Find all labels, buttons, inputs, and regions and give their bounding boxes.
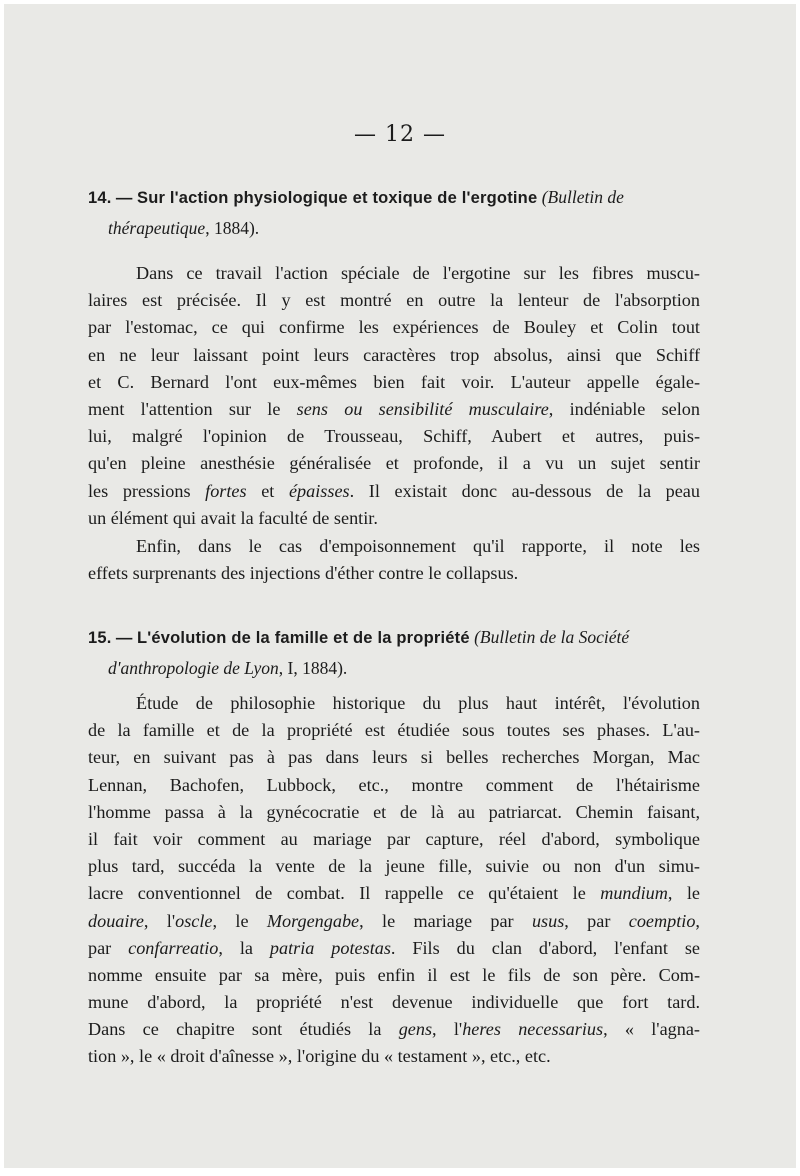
text-line: douaire, l'oscle, le Morgengabe, le mariage par usus, par coemptio,	[88, 910, 700, 931]
entry-14-dash: —	[115, 189, 133, 207]
text-line: lacre conventionnel de combat. Il rappelle ce qu'étaient le mundium, le	[88, 883, 700, 904]
entry-14-source-year: , 1884).	[205, 218, 260, 238]
entry-14-source: (Bulletin de	[541, 187, 624, 207]
italic-term: mundium	[600, 883, 668, 904]
text-line: par confarreatio, la patria potestas. Fils du clan d'abord, l'enfant se	[88, 937, 700, 958]
italic-term: Morgengabe	[266, 910, 360, 931]
text-line: plus tard, succéda la vente de la jeune fille, suivie ou non d'un simu-	[88, 856, 700, 877]
entry-15-dash: —	[115, 629, 133, 647]
text-line: lui, malgré l'opinion de Trousseau, Schiff, Aubert et autres, puis-	[88, 426, 700, 447]
text-line: les pressions fortes et épaisses. Il existait donc au-dessous de la peau	[88, 480, 700, 501]
entry-15-number: 15.	[88, 629, 112, 647]
text-line: qu'en pleine anesthésie généralisée et profonde, il a vu un sujet sentir	[88, 453, 700, 474]
text-line: laires est précisée. Il y est montré en outre la lenteur de l'absorption	[88, 290, 700, 311]
book-page	[4, 4, 796, 1168]
entry-15-title: L'évolution de la famille et de la propriété	[137, 629, 470, 647]
italic-term: fortes	[205, 480, 247, 501]
text-line: teur, en suivant pas à pas dans leurs si belles recherches Morgan, Mac	[88, 747, 700, 768]
entry-15-source: (Bulletin de la Société	[474, 627, 630, 647]
entry-15-source-year: , I, 1884).	[278, 658, 348, 678]
entry-15-source-journal: d'anthropologie de Lyon	[108, 658, 279, 678]
entry-14-number: 14.	[88, 189, 112, 207]
italic-term: douaire	[88, 910, 144, 931]
italic-term: confarreatio	[128, 937, 219, 958]
text-line: Enfin, dans le cas d'empoisonnement qu'il rapporte, il note les	[136, 536, 700, 556]
entry-14-source-journal: thérapeutique	[108, 218, 206, 238]
italic-term: oscle	[175, 910, 213, 931]
text-line: Étude de philosophie historique du plus haut intérêt, l'évolution	[136, 693, 700, 713]
text-line: mune d'abord, la propriété n'est devenue individuelle que fort tard.	[88, 992, 700, 1013]
entry-14-heading	[88, 182, 700, 243]
italic-term: patria potestas	[269, 937, 391, 958]
italic-term: épaisses	[288, 480, 350, 501]
text-line: tion », le « droit d'aînesse », l'origine du « testament », etc., etc.	[88, 1046, 551, 1067]
text-line: nomme ensuite par sa mère, puis enfin il est le fils de son père. Com-	[88, 964, 700, 985]
text-line: par l'estomac, ce qui confirme les expériences de Bouley et Colin tout	[88, 317, 700, 338]
italic-term: gens	[398, 1019, 433, 1040]
text-line: et C. Bernard l'ont eux-mêmes bien fait voir. L'auteur appelle égale-	[88, 371, 700, 392]
text-line: effets surprenants des injections d'éther contre le collapsus.	[88, 563, 519, 584]
text-line: de la famille et de la propriété est étudiée sous toutes ses phases. L'au-	[88, 720, 700, 741]
text-line: Lennan, Bachofen, Lubbock, etc., montre comment de l'hétairisme	[88, 774, 700, 795]
text-line: Dans ce travail l'action spéciale de l'ergotine sur les fibres muscu-	[136, 263, 700, 283]
text-line: ment l'attention sur le sens ou sensibilité musculaire, indéniable selon	[88, 398, 700, 419]
text-line: il fait voir comment au mariage par capture, réel d'abord, symbolique	[88, 828, 700, 849]
italic-term: sens ou sensibilité musculaire	[296, 398, 549, 419]
entry-15-paragraph-1	[88, 690, 700, 1071]
entry-14-title: Sur l'action physiologique et toxique de l'ergotine	[137, 189, 538, 207]
entry-14-paragraph-1	[88, 260, 700, 532]
page-number: — 12 —	[354, 122, 446, 147]
text-line: l'homme passa à la gynécocratie et de là au patriarcat. Chemin faisant,	[88, 801, 700, 822]
text-line: en ne leur laissant point leurs caractères trop absolus, ainsi que Schiff	[88, 344, 700, 365]
italic-term: coemptio	[628, 910, 696, 931]
italic-term: heres necessarius	[462, 1019, 604, 1040]
entry-14-paragraph-2	[88, 533, 700, 587]
italic-term: usus	[531, 910, 565, 931]
entry-15-heading	[88, 622, 700, 683]
text-line: un élément qui avait la faculté de sentir.	[88, 507, 378, 528]
text-line: Dans ce chapitre sont étudiés la gens, l'heres necessarius, « l'agna-	[88, 1019, 700, 1040]
